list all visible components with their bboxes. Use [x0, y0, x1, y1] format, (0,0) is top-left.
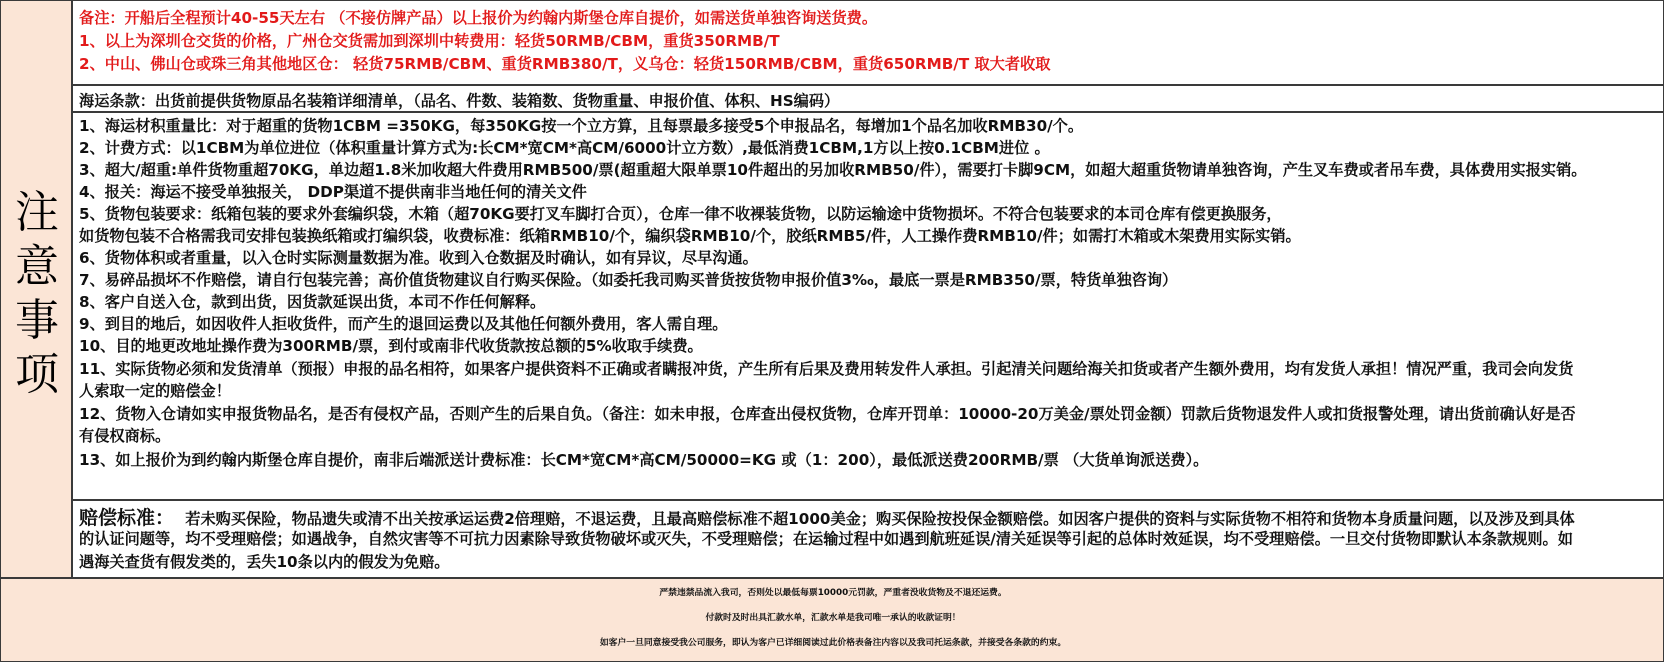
term-line: 人索取一定的赔偿金！ — [79, 382, 231, 400]
note-line: 1、以上为深圳仓交货的价格，广州仓交货需加到深圳中转费用：轻货50RMB/CBM，重货350RMB/T — [79, 32, 780, 50]
terms-cell — [72, 112, 1664, 500]
footer-cell — [0, 578, 1664, 662]
maritime-clause-cell — [72, 85, 1664, 112]
term-line: 6、货物体积或者重量，以入仓时实际测量数据为准。收到入仓数据及时确认，如有异议，尽早沟通。 — [79, 249, 758, 267]
term-line: 5、货物包装要求：纸箱包装的要求外套编织袋，木箱（超70KG要打叉车脚打合页），仓库一律不收裸装货物，以防运输途中货物损坏。不符合包装要求的本司仓库有偿更换服务， — [79, 205, 1282, 223]
side-title-char: 注 — [15, 187, 59, 238]
side-title-char: 项 — [15, 349, 59, 400]
compensation-cell — [72, 500, 1664, 578]
maritime-clause: 海运条款：出货前提供货物原品名装箱详细清单，（品名、件数、装箱数、货物重量、申报价值、体积、HS编码） — [79, 92, 840, 110]
footer-line: 严禁违禁品流入我司，否则处以最低每票10000元罚款，严重者没收货物及不退还运费。 — [659, 588, 1007, 598]
footer-line: 如客户一旦同意接受我公司服务，即认为客户已详细阅读过此价格表备注内容以及我司托运条款，并接受各条款的约束。 — [599, 638, 1067, 648]
term-line: 4、报关：海运不接受单独报关， DDP渠道不提供南非当地任何的清关文件 — [79, 183, 587, 201]
term-line: 1、海运材积重量比：对于超重的货物1CBM =350KG，每350KG按一个立方算，且每票最多接受5个申报品名，每增加1个品名加收RMB30/个。 — [79, 117, 1084, 135]
side-title-char: 意 — [15, 241, 59, 292]
compensation-line: 遇海关查货有假发类的，丢失10条以内的假发为免赔。 — [79, 553, 450, 571]
term-line: 13、如上报价为到约翰内斯堡仓库自提价，南非后端派送计费标准：长CM*宽CM*高CM/50000=KG 或（1：200），最低派送费200RMB/票 （大货单询派送费）。 — [79, 451, 1209, 469]
compensation-line — [79, 503, 1659, 530]
term-line: 9、到目的地后，如因收件人拒收货件，而产生的退回运费以及其他任何额外费用，客人需自理。 — [79, 315, 728, 333]
note-line: 备注：开船后全程预计40-55天左右 （不接仿牌产品）以上报价为约翰内斯堡仓库自提价，如需送货单独咨询送货费。 — [79, 9, 878, 27]
term-line: 11、实际货物必须和发货清单（预报）申报的品名相符，如果客户提供资料不正确或者瞒报冲货，产生所有后果及费用转发件人承担。引起清关问题给海关扣货或者产生额外费用，均有发货人承担！情况严重，我司会向发货 — [79, 360, 1574, 378]
term-line: 如货物包装不合格需我司安排包装换纸箱或打编织袋，收费标准：纸箱RMB10/个，编织袋RMB10/个，胶纸RMB5/件，人工操作费RMB10/件；如需打木箱或木架费用实际实销。 — [79, 227, 1301, 245]
term-line: 8、客户自送入仓，款到出货，因货款延误出货，本司不作任何解释。 — [79, 293, 546, 311]
term-line: 有侵权商标。 — [79, 427, 171, 445]
term-line: 2、计费方式：以1CBM为单位进位（体积重量计算方式为:长CM*宽CM*高CM/6000计立方数）,最低消费1CBM,1方以上按0.1CBM进位 。 — [79, 139, 1050, 157]
notes-cell — [72, 0, 1664, 85]
compensation-text: 若未购买保险，物品遗失或清不出关按承运运费2倍理赔，不退运费，且最高赔偿标准不超1000美金；购买保险按投保金额赔偿。如因客户提供的资料与实际货物不相符和货物本身质量问题，以及涉及到具体 — [180, 510, 1575, 528]
compensation-line: 的认证问题等，均不受理赔偿；如遇战争，自然灾害等不可抗力因素除导致货物破坏或灭失，不受理赔偿；在运输过程中如遇到航班延误/清关延误等引起的总体时效延误，均不受理赔偿。一旦交付货物即默认本条款规则。如 — [79, 530, 1573, 548]
term-line: 10、目的地更改地址操作费为300RMB/票，到付或南非代收货款按总额的5%收取手续费。 — [79, 337, 703, 355]
compensation-heading: 赔偿标准： — [79, 507, 175, 529]
side-title — [1, 186, 72, 402]
term-line: 12、货物入仓请如实申报货物品名，是否有侵权产品，否则产生的后果自负。（备注：如未申报，仓库查出侵权货物，仓库开罚单：10000-20万美金/票处罚金额）罚款后货物退发件人或扣货报警处理，请出货前确认好是否 — [79, 405, 1576, 423]
side-title-char: 事 — [15, 295, 59, 346]
term-line: 3、超大/超重:单件货物重超70KG，单边超1.8米加收超大件费用RMB500/票(超重超大限单票10件超出的另加收RMB50/件），需要打卡脚9CM，如超大超重货物请单独咨询，产生叉车费或者吊车费，具体费用实报实销。 — [79, 161, 1587, 179]
term-line: 7、易碎品损坏不作赔偿，请自行包装完善；高价值货物建议自行购买保险。（如委托我司购买普货按货物申报价值3‰，最底一票是RMB350/票，特货单独咨询） — [79, 271, 1178, 289]
footer-line: 付款时及时出具汇款水单，汇款水单是我司唯一承认的收款证明！ — [705, 613, 961, 623]
note-line: 2、中山、佛山仓或珠三角其他地区仓： 轻货75RMB/CBM、重货RMB380/T，义乌仓：轻货150RMB/CBM，重货650RMB/T 取大者收取 — [79, 55, 1051, 73]
side-title-cell — [0, 0, 72, 578]
